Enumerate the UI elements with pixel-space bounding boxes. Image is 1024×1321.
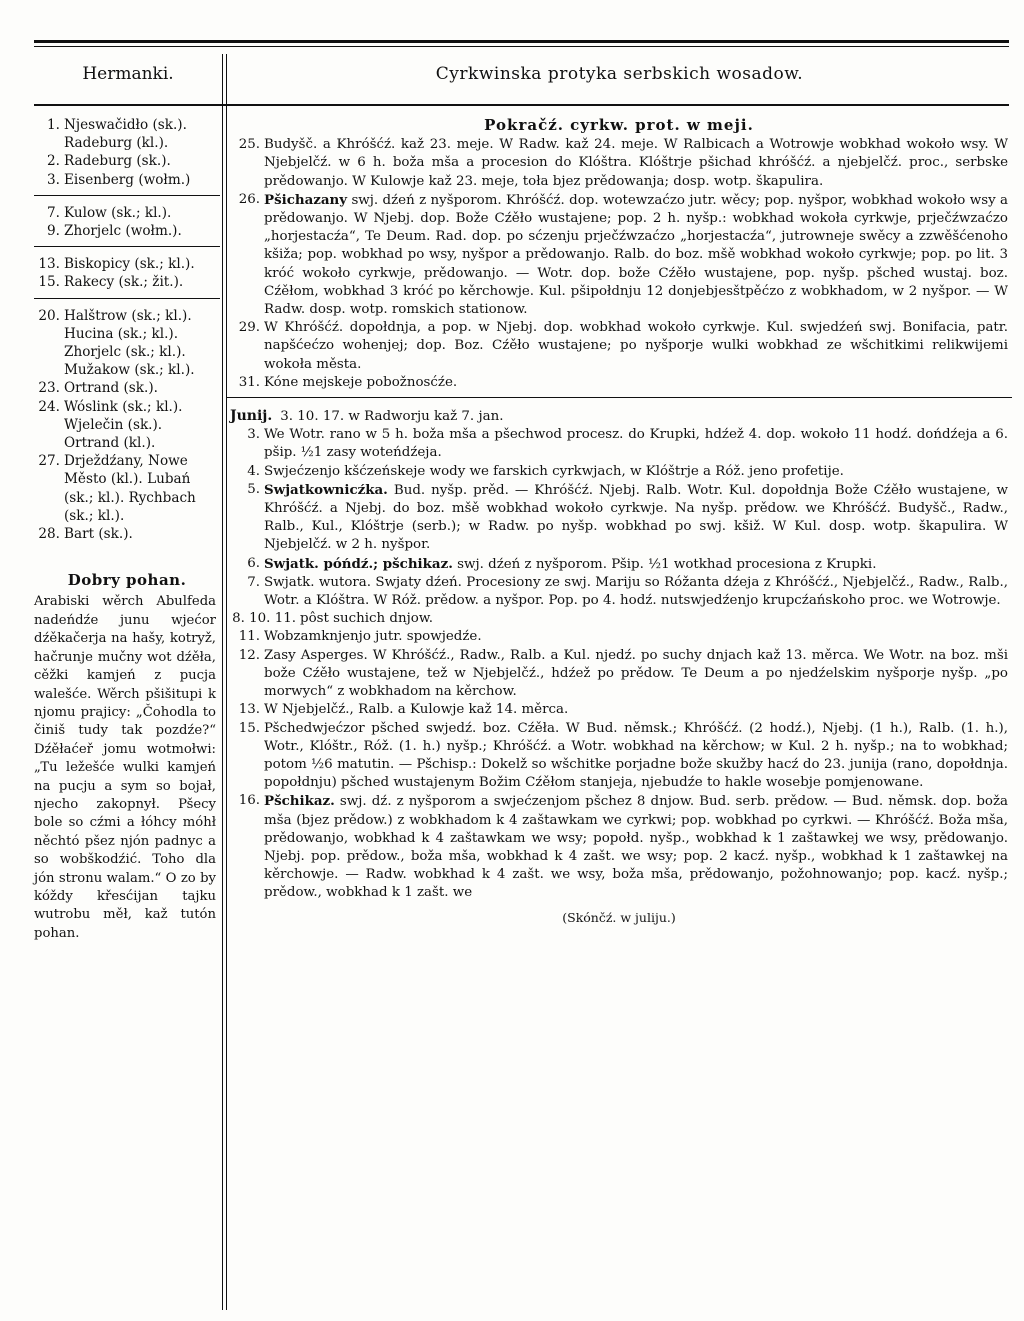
market-entry: 15. Rakecy (sk.; žit.). xyxy=(38,274,184,291)
feast-label: Swjatkownicźka. xyxy=(264,481,388,498)
market-entry: 24. Wóslink (sk.; kl.). Wjelečin (sk.). Ortrand (kl.). xyxy=(38,398,183,452)
calendar-entry: 15. Pšchedwjećzor pšched swjedź. boz. Cźěła. W Bud. němsk.; Khróšćź. (2 hodź.), Njebj. (1 h.), Ralb. (1. h.), Wotr., Klóštr., Róž. (1. h.) nyšp.; Khróšćź. a Wotr. wobkhad na kěrchow; w Kul. 2 h. nyšp.; na to wobkhad; potom ½6 matutin. — Pšchisp.: Dokelž so wšchitke porjadne bože skužby hacź do 23. junija (rano, dopołdnja. popołdnju) pšched wustajenym Božim Cźěłom stanjeja, njebudźe to hakle wosebje pomjenowane. xyxy=(238,720,1008,791)
feast-label: Pšichazany xyxy=(264,191,348,208)
story-title: Dobry pohan. xyxy=(67,571,187,590)
calendar-entry: 4. Swjećzenjo kšćzeńskeje wody we farskich cyrkwjach, w Klóštrje a Róž. jeno profetije. xyxy=(247,463,844,479)
calendar-entry: 29. W Khróšćź. dopołdnja, a pop. w Njebj. dop. wobkhad wokoło cyrkwje. Kul. swjedźeń swj. Bonifacia, patr. napšćećzo wohenjej; dop. Boz. Cźěło wustajene; po nyšporje wulki wobkhad ze wšchitkimi relikwijemi wokoła města. xyxy=(238,320,1008,372)
top-rule xyxy=(34,40,1009,43)
month-name: Junij. xyxy=(230,408,273,425)
month-intro: 3. 10. 17. w Radworju kaž 7. jan. xyxy=(280,409,504,425)
calendar-entry: 3. We Wotr. rano w 5 h. boža mša a pšechwod procesz. do Krupki, hdźež 4. dop. wokoło 11 hodź. dońdźeja a 6. pšip. ½1 zasy woteńdźeja. xyxy=(247,427,1008,461)
group-separator xyxy=(34,298,220,299)
header-right-title: Cyrkwinska protyka serbskich wosadow. xyxy=(435,64,804,84)
month-separator xyxy=(226,397,1012,398)
feast-label: Swjatk. póńdź.; pšchikaz. xyxy=(264,555,453,572)
calendar-entry: 25. Budyšč. a Khróšćź. kaž 23. meje. W Radw. kaž 24. meje. W Ralbicach a Wotrowje wobkhad wokoło wsy. W Njebjelčź. w 6 h. boža mša a procesion do Klóštra. Klóštrje pšichad khróšćź. a njebjelčź. proc., serbske prědowanjo. W Kulowje kaž 23. meje, toła bjez prědowanja; dosp. wotp. škapulira. xyxy=(238,137,1008,189)
market-group-2 xyxy=(34,204,220,240)
calendar-entry: 26. Pšichazany swj. dźeń z nyšporom. Khróšćź. dop. wotewzaćzo jutr. wěcy; pop. nyšpor, wobkhad wokoło wsy a prědowanjo. W Njebj. dop. Bože Cźěło wustajene; pop. 2 h. nyšp.: wobkhad wokoła cyrkwje, prječźwzaćzo „horjestacźa“, Te Deum. Rad. dop. po sćzenju prječźwzaćzo „horjestacźa“, jutrowneje swěcy a zzwěšćenoho kšiža; pop. wobkhad po wsy, nyšpor a prědowanjo. Ralb. do boz. mšě wobkhad wokoło cyrkwje; pop. po lit. 3 króć wokoło cyrkwje, prědowanjo. — Wotr. dop. bože Cźěło wustajene, pop. nyšp. pšched wustaj. boz. Cźěłom, wobkhad 3 króć po kěrchowje. Kul. pšipołdnju 12 donjebjesštpěćzo z wobkhadom, w 2 nyšpor. — W Radw. dosp. wotp. romskich stationow. xyxy=(238,191,1008,318)
calendar-entry: 8. 10. 11. pôst suchich dnjow. xyxy=(232,611,433,627)
newspaper-page xyxy=(34,40,1009,1310)
market-group-3 xyxy=(34,255,220,291)
calendar-entry: 13. W Njebjelčź., Ralb. a Kulowje kaž 14. měrca. xyxy=(238,702,569,718)
market-entry: 23. Ortrand (sk.). xyxy=(38,380,158,397)
section-title: Pokračź. cyrkw. prot. w meji. xyxy=(484,116,754,134)
church-calendar-column xyxy=(230,116,1008,927)
market-entry: 2. Radeburg (sk.). xyxy=(47,153,171,170)
market-entry: Radeburg (kl.). xyxy=(64,135,169,152)
page-header xyxy=(34,54,1009,102)
market-group-4 xyxy=(34,307,220,544)
market-group-1 xyxy=(34,116,220,189)
calendar-entry: 5. Swjatkownicźka. Bud. nyšp. prěd. — Khróšćź. Njebj. Ralb. Wotr. Kul. dopołdnja Bože Cźěło wustajene, w Khróšćź. a Njebj. do boz. mšě wobkhad wokoło cyrkwje. Na nyšp. prědow. we Khróšćź. Budyšč., Radw., Ralb., Kul., Klóštrje (serb.); w Radw. po nyšp. wobkhad po swj. kšiž. W Kul. dosp. wotp. škapulira. W Njebjelčź. w 2 h. nyšpor. xyxy=(247,481,1008,553)
story-text: Arabiski wěrch Abulfeda nadeńdźe junu wjećor dźěkačerja na hašy, kotryž, hačrunje mučny wot dźěła, cěžki kamjeń z pucja walešće. Wěrch pšišitupi k njomu prajicy: „Čohodla to činiš tudy tak pozdźe?“ Dźěłaćeř jomu wotmołwi: „Tu ležešće wulki kamjeń na pucju a sym so bojał, njecho zakopnył. Pšecy bole so cźmi a łóhcy móhł něchtó pšez njón padnyc a so wobškodźić. Toho dla jón stronu walam.“ O zo by kóždy křesćijan tajku wutrobu měł, kaž tutón pohan. xyxy=(34,594,216,941)
markets-column xyxy=(34,116,220,943)
market-entry: 3. Eisenberg (wołm.) xyxy=(47,171,191,188)
month-heading xyxy=(230,407,1008,426)
calendar-entry: 12. Zasy Asperges. W Khróšćź., Radw., Ralb. a Kul. njedź. po suchy dnjach kaž 13. měrca. We Wotr. na boz. mši bože Cźěło wustajene, tež w Njebjelčź., hdźež po prědow. Te Deum a po njedźelskim nyšporje nyšp. „po morwych“ z wobkhadom na kěrchow. xyxy=(238,647,1008,700)
calendar-entry: 16. Pšchikaz. swj. dź. z nyšporom a swjećzenjom pšchez 8 dnjow. Bud. serb. prědow. — Bud. němsk. dop. boža mša (bjez prědow.) z wobkhadom k 4 zaštawkam we cyrkwi; pop. wobkhad po cyrkwi. — Khróšćź. Boža mša, prědowanjo, wobkhad k 4 zaštawkam we wsy; popołd. nyšp., wobkhad k 1 zaštawkej we wsy, prědowanjo. Njebj. pop. prědow., boža mša, wobkhad k 4 zašt. we wsy; pop. 2 kacź. nyšp., wobkhad k 1 zaštawkej na kěrchowje. — Radw. wobkhad k 4 zašt. we wsy, boža mša, prědowanjo, požohnowanjo; pop. kacź. nyšp.; prědow., wobkhad k 1 zašt. we xyxy=(238,793,1008,901)
market-entry: 1. Njeswačidło (sk.). xyxy=(47,117,187,133)
header-rule xyxy=(34,104,1009,106)
market-entry: 20. Halštrow (sk.; kl.). Hucina (sk.; kl.). Zhorjelc (sk.; kl.). Mužakow (sk.; kl.). xyxy=(38,307,195,379)
market-entry: 9. Zhorjelc (wołm.). xyxy=(47,223,182,240)
feast-label: Pšchikaz. xyxy=(264,793,335,810)
calendar-entry: 31. Kóne mejskeje pobožnosćźe. xyxy=(238,374,458,390)
group-separator xyxy=(34,195,220,196)
top-rule-thin xyxy=(34,46,1009,47)
calendar-entry: 6. Swjatk. póńdź.; pšchikaz. swj. dźeń z nyšporom. Pšip. ½1 wotkhad procesiona z Krupki. xyxy=(247,555,877,572)
continuation-note: (Skónčź. w juliju.) xyxy=(562,909,676,925)
column-divider-second xyxy=(226,54,227,1310)
market-entry: 7. Kulow (sk.; kl.). xyxy=(47,204,172,221)
group-separator xyxy=(34,246,220,247)
market-entry: 28. Bart (sk.). xyxy=(38,526,133,543)
header-left-title: Hermanki. xyxy=(82,64,174,84)
column-divider xyxy=(222,54,223,1310)
calendar-entry: 11. Wobzamknjenjo jutr. spowjedźe. xyxy=(238,629,482,645)
market-entry: 27. Drježdźany, Nowe Město (kl.). Lubań (sk.; kl.). Rychbach (sk.; kl.). xyxy=(38,453,196,524)
market-entry: 13. Biskopicy (sk.; kl.). xyxy=(38,256,195,273)
calendar-entry: 7. Swjatk. wutora. Swjaty dźeń. Procesiony ze swj. Mariju so Róžanta dźeja z Khróšćź., Njebjelčź., Radw., Ralb., Wotr. a Klóštra. W Róž. prědow. a nyšpor. Pop. po 4. hodź. nutswjedźenjo krupcźańskoho proc. we Wotrowje. xyxy=(247,574,1008,609)
